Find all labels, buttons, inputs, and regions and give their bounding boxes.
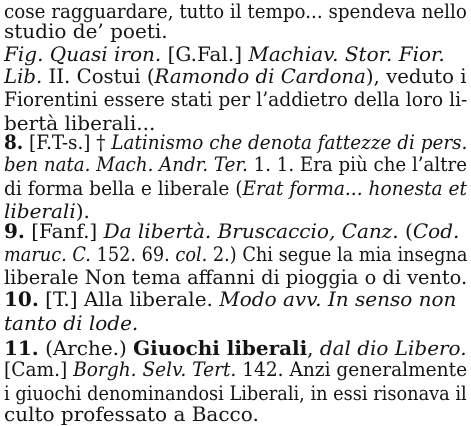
text-run: II. Costui ( xyxy=(42,64,155,88)
text-run: dal dio Libero. xyxy=(319,336,467,360)
text-run: [Fanf.] xyxy=(24,219,104,243)
text-run: 10. xyxy=(4,287,39,311)
text-run: Da libertà. Bruscaccio, Canz. xyxy=(103,219,399,243)
text-run: col. xyxy=(175,242,208,266)
text-run: i giuochi denominandosi Liberali, in essi risonava il xyxy=(4,381,467,405)
text-run: Machiav. Stor. Fior. xyxy=(248,42,445,66)
text-line xyxy=(4,311,467,335)
text-line xyxy=(4,265,468,289)
text-run: 9. xyxy=(4,219,25,243)
text-run: Fig. Quasi iron. xyxy=(4,42,162,66)
text-run: [Cam.] xyxy=(4,357,74,381)
text-run: Modo avv. In senso non xyxy=(219,287,457,311)
text-line xyxy=(4,87,468,111)
text-run: 8. xyxy=(4,130,24,154)
text-run: tanto di lode. xyxy=(4,311,139,335)
text-run: studio de’ poeti. xyxy=(4,19,168,43)
text-run: Giuochi liberali xyxy=(133,336,308,360)
text-line xyxy=(4,287,467,311)
text-run: 11. xyxy=(4,336,39,360)
text-line xyxy=(4,152,468,176)
text-line xyxy=(4,402,467,426)
text-run: ( xyxy=(398,219,413,243)
text-line xyxy=(4,357,468,381)
text-line xyxy=(4,42,467,66)
text-line xyxy=(4,176,467,200)
text-run: , xyxy=(307,336,320,360)
text-run: maruc. C. xyxy=(4,242,91,266)
text-run: culto professato a Bacco. xyxy=(4,402,259,426)
text-line xyxy=(4,19,467,43)
text-line xyxy=(4,130,468,154)
text-run: [G.Fal.] xyxy=(161,42,249,66)
text-run: di forma bella e liberale ( xyxy=(4,176,243,200)
text-run: Ramondo di Cardona xyxy=(154,64,366,88)
text-run: [T.] Alla liberale. xyxy=(38,287,220,311)
text-run: (Arche.) xyxy=(38,336,134,360)
text-run: Borgh. Selv. Tert. xyxy=(73,357,237,381)
text-run: bertà liberali... xyxy=(4,111,156,135)
text-run: 142. Anzi generalmente xyxy=(236,357,468,381)
text-run: Erat forma... honesta et xyxy=(242,176,467,200)
text-run: ), veduto i xyxy=(365,64,467,88)
text-line xyxy=(4,64,467,88)
text-run: 152. 69. xyxy=(90,242,176,266)
text-run: Fiorentini essere stati per l’addietro della loro li- xyxy=(4,87,468,111)
text-run: cose ragguardare, tutto il tempo... spendeva nello xyxy=(4,0,467,23)
text-run: Cod. xyxy=(412,219,460,243)
text-run: Latinismo che denota fattezze di pers. xyxy=(111,130,468,154)
text-run: Lib. xyxy=(4,64,43,88)
text-line xyxy=(4,242,468,266)
text-run: liberali xyxy=(4,199,76,223)
text-run: ). xyxy=(75,199,90,223)
text-run: 1. 1. Era più che l’altre xyxy=(247,152,468,176)
text-run: ben nata. Mach. Andr. Ter. xyxy=(4,152,248,176)
text-line xyxy=(4,219,467,243)
text-run: [F.T-s.] † xyxy=(23,130,112,154)
text-run: liberale Non tema affanni di pioggia o di vento. xyxy=(4,265,468,289)
text-run: 2.) Chi segue la mia insegna xyxy=(207,242,468,266)
